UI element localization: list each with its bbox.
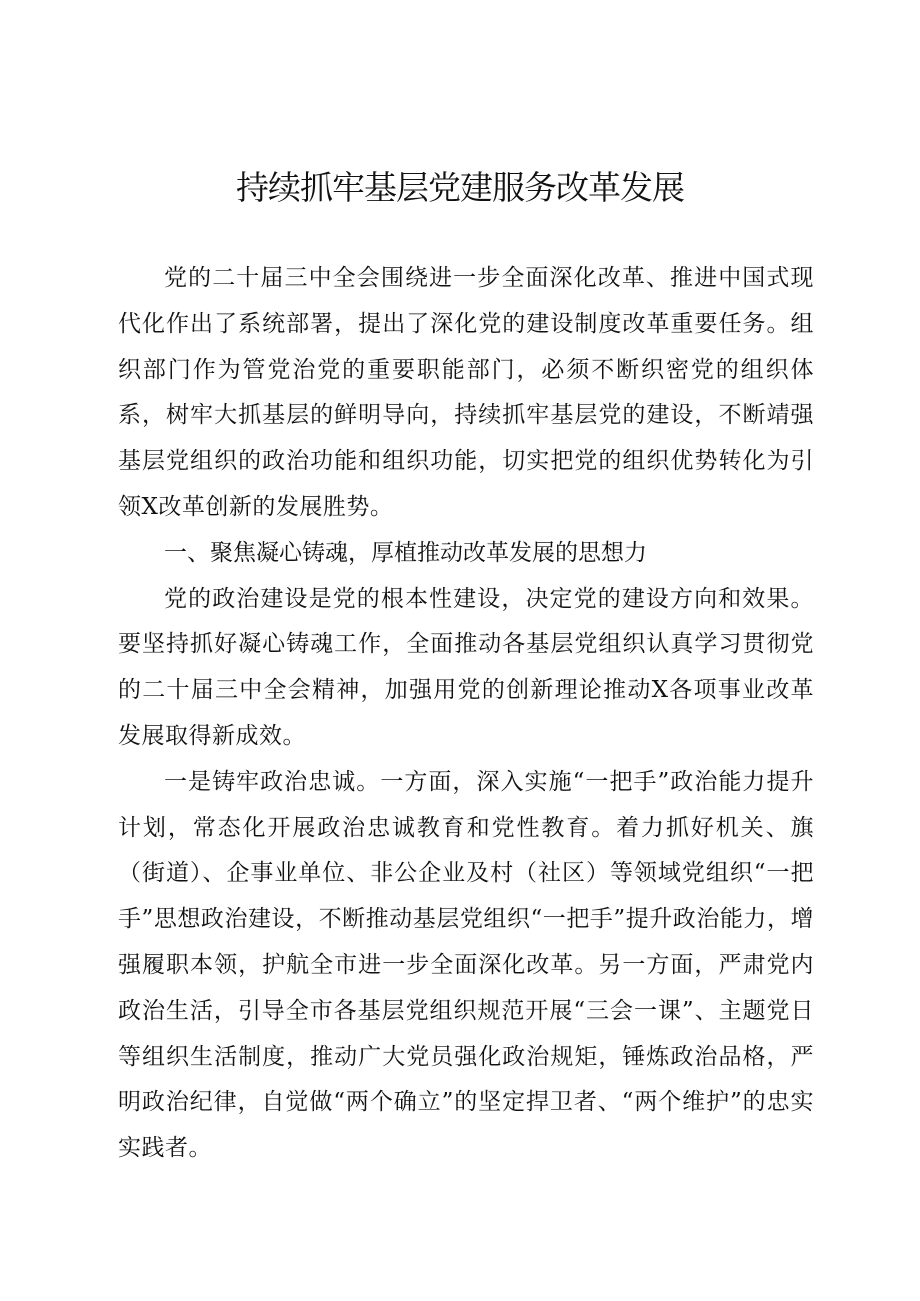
document-body <box>118 256 814 1172</box>
document-title: 持续抓牢基层党建服务改革发展 <box>236 168 684 207</box>
point-1-paragraph: 一是铸牢政治忠诚。一方面，深入实施“一把手”政治能力提升计划，常态化开展政治忠诚教育和党性教育。着力抓好机关、旗（街道）、企事业单位、非公企业及村（社区）等领域党组织“一把手”思想政治建设，不断推动基层党组织“一把手”提升政治能力，增强履职本领，护航全市进一步全面深化改革。另一方面，严肃党内政治生活，引导全市各基层党组织规范开展“三会一课”、主题党日等组织生活制度，推动广大党员强化政治规矩，锤炼政治品格，严明政治纪律，自觉做“两个确立”的坚定捍卫者、“两个维护”的忠实实践者。 <box>118 768 814 1162</box>
intro-paragraph: 党的二十届三中全会围绕进一步全面深化改革、推进中国式现代化作出了系统部署，提出了深化党的建设制度改革重要任务。组织部门作为管党治党的重要职能部门，必须不断织密党的组织体系，树牢大抓基层的鲜明导向，持续抓牢基层党的建设，不断靖强基层党组织的政治功能和组织功能，切实把党的组织优势转化为引领X改革创新的发展胜势。 <box>118 265 814 520</box>
section-heading-1: 一、聚焦凝心铸魂，厚植推动改革发展的思想力 <box>164 539 647 566</box>
section-1-paragraph: 党的政治建设是党的根本性建设，决定党的建设方向和效果。要坚持抓好凝心铸魂工作，全面推动各基层党组织认真学习贯彻党的二十届三中全会精神，加强用党的创新理论推动X各项事业改革发展取得新成效。 <box>118 585 814 749</box>
